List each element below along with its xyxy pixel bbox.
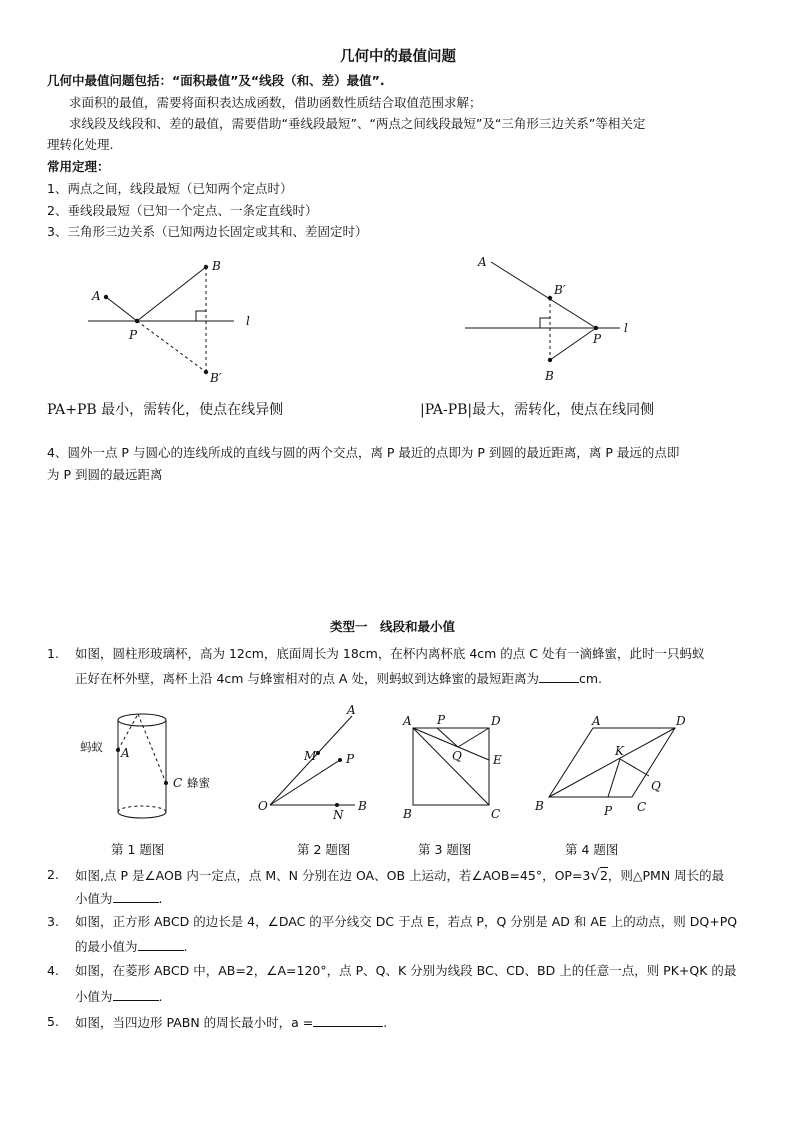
segment-PQ	[437, 728, 458, 747]
path-A-to-top	[118, 714, 138, 750]
caption-sum-min: PA+PB 最小，需转化，使点在线异侧	[47, 402, 284, 418]
theorem-4b: 为 P 到圆的最远距离	[47, 467, 163, 482]
problem-5-text: 如图，当四边形 PABN 的周长最小时，a =	[75, 1015, 314, 1030]
label-C-f3: C	[491, 807, 501, 821]
caption-fig-4: 第 4 题图	[565, 842, 619, 857]
cylinder-top	[118, 714, 166, 726]
problem-1-line1: 如图，圆柱形玻璃杯，高为 12cm，底面周长为 18cm，在杯内离杯底 4cm 的点 C 处有一滴蜂蜜，此时一只蚂蚁	[75, 646, 705, 661]
answer-blank-2[interactable]	[113, 890, 159, 903]
theorem-3: 3、三角形三边关系（已知两边长固定或其和、差固定时）	[47, 224, 368, 239]
problem-4-num: 4.	[47, 963, 59, 978]
label-K-f4: K	[615, 744, 624, 758]
label-P-f2: P	[346, 752, 355, 766]
cylinder-bottom-front	[118, 812, 166, 818]
label-C-cyl: C	[173, 776, 183, 790]
theorem-4a: 4、圆外一点 P 与圆心的连线所成的直线与圆的两个交点，离 P 最近的点即为 P 到圆的最近距离，离 P 最远的点即	[47, 445, 680, 460]
page-title: 几何中的最值问题	[340, 49, 456, 65]
caption-diff-max: |PA-PB|最大，需转化，使点在线同侧	[420, 402, 655, 418]
point-A-cyl	[116, 748, 120, 752]
answer-blank-5[interactable]	[313, 1014, 383, 1027]
problem-1-num: 1.	[47, 646, 59, 661]
label-B-2: B	[545, 369, 554, 383]
label-A-f4: A	[592, 714, 601, 728]
label-Q-f3: Q	[452, 749, 462, 763]
label-D-f3: D	[491, 714, 501, 728]
label-B-f4: B	[535, 799, 544, 813]
label-C-f4: C	[637, 800, 647, 814]
label-Q-f4: Q	[651, 779, 661, 793]
problem-5-end: .	[383, 1015, 388, 1030]
problem-2-text-end: ，则△PMN 周长的最	[607, 868, 725, 883]
point-C-cyl	[164, 781, 168, 785]
segment-KP	[608, 759, 620, 797]
intro-paragraph-1: 求面积的最值，需要将面积表达成函数，借助函数性质结合取值范围求解；	[69, 95, 482, 110]
figure-cylinder	[80, 714, 210, 818]
problem-4-line2	[75, 988, 163, 1005]
label-O-f2: O	[258, 799, 268, 813]
answer-blank-4[interactable]	[113, 988, 159, 1001]
diagonal-AC	[413, 728, 489, 805]
label-P: P	[129, 328, 138, 342]
segment-KQ	[620, 759, 649, 776]
bisector-AE	[413, 728, 489, 760]
figure-angle	[258, 703, 367, 822]
problem-2-end: .	[158, 891, 163, 906]
label-N-f2: N	[333, 808, 344, 822]
problem-4-line2-text: 小值为	[75, 989, 113, 1004]
cylinder-bottom-back	[118, 806, 166, 812]
label-A-f3: A	[403, 714, 412, 728]
label-A-cyl: A	[121, 746, 130, 760]
intro-heading: 几何中最值问题包括：“面积最值”及“线段（和、差）最值”.	[47, 73, 385, 88]
section-title: 类型一 线段和最小值	[330, 619, 456, 634]
point-N-f2	[335, 803, 339, 807]
problem-3-num: 3.	[47, 914, 59, 929]
caption-fig-1: 第 1 题图	[111, 842, 165, 857]
problem-3-line2-text: 的最小值为	[75, 939, 138, 954]
theorem-2: 2、垂线段最短（已知一个定点、一条定直线时）	[47, 203, 318, 218]
problem-4-end: .	[158, 989, 163, 1004]
figure-rhombus	[534, 714, 686, 818]
caption-fig-3: 第 3 题图	[418, 842, 472, 857]
problem-1-line2-text: 正好在杯外壁，离杯上沿 4cm 与蜂蜜相对的点 A 处，则蚂蚁到达蜂蜜的最短距离为	[75, 671, 539, 686]
label-l-2: l	[624, 321, 628, 335]
figure-square	[402, 713, 502, 821]
label-A-f2: A	[347, 703, 356, 717]
theorems-heading: 常用定理：	[47, 159, 110, 174]
label-Bprime-2: B′	[554, 283, 566, 297]
problem-2-text: 如图,点 P 是∠AOB 内一定点，点 M、N 分别在边 OA、OB 上运动，若∠AOB=45°，OP=3	[75, 868, 591, 883]
label-P-2: P	[593, 332, 602, 346]
label-l: l	[246, 314, 250, 328]
problem-2-line2-text: 小值为	[75, 891, 113, 906]
label-Bprime: B′	[210, 371, 222, 385]
sqrt-radicand: 2	[599, 868, 608, 883]
problem-2-line2	[75, 890, 163, 907]
path-top-to-C	[138, 714, 166, 783]
label-M-f2: M	[304, 749, 317, 763]
segment-DQ	[458, 728, 489, 747]
label-P-f4: P	[604, 804, 613, 818]
point-M-f2	[316, 751, 320, 755]
label-B-f3: B	[403, 807, 412, 821]
answer-blank-3[interactable]	[138, 938, 184, 951]
point-P-f2	[338, 758, 342, 762]
problem-3-end: .	[183, 939, 188, 954]
label-A: A	[92, 289, 101, 303]
label-A-2: A	[478, 255, 487, 269]
label-P-f3: P	[437, 713, 446, 727]
ant-label: 蚂蚁	[80, 740, 103, 754]
intro-paragraph-2b: 理转化处理.	[47, 137, 114, 152]
label-B-f2: B	[358, 799, 367, 813]
sqrt-sign: √	[590, 866, 600, 884]
caption-fig-2: 第 2 题图	[297, 842, 351, 857]
problem-2-num: 2.	[47, 867, 59, 882]
honey-label: 蜂蜜	[187, 776, 210, 790]
problem-3-line1: 如图，正方形 ABCD 的边长是 4，∠DAC 的平分线交 DC 于点 E，若点 P，Q 分别是 AD 和 AE 上的动点，则 DQ+PQ	[75, 914, 738, 929]
problem-5-line1	[75, 1014, 387, 1031]
problem-2-line1	[75, 867, 724, 884]
label-B: B	[212, 259, 221, 273]
problem-4-line1: 如图，在菱形 ABCD 中，AB=2，∠A=120°，点 P、Q、K 分别为线段 BC、CD、BD 上的任意一点，则 PK+QK 的最	[75, 963, 737, 978]
label-D-f4: D	[676, 714, 686, 728]
intro-paragraph-2a: 求线段及线段和、差的最值，需要借助“垂线段最短”、“两点之间线段最短”及“三角形三边关系”等相关定	[69, 116, 646, 131]
theorem-1: 1、两点之间，线段最短（已知两个定点时）	[47, 181, 293, 196]
problem-5-num: 5.	[47, 1014, 59, 1029]
problem-1-unit: cm.	[578, 671, 602, 686]
problem-3-line2	[75, 938, 188, 955]
label-E-f3: E	[493, 753, 502, 767]
